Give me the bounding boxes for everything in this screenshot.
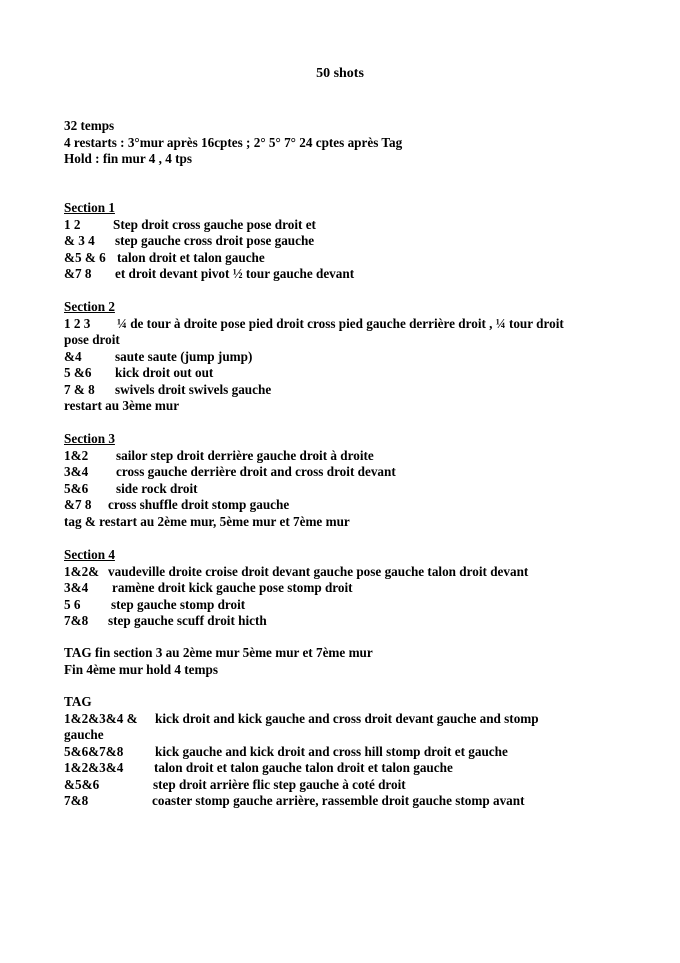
hold-note: Fin 4ème mur hold 4 temps xyxy=(64,661,218,677)
section-1-row xyxy=(64,266,624,283)
section-1-heading: Section 1 xyxy=(64,200,115,215)
section-2 xyxy=(64,299,624,415)
step-description: sailor step droit derrière gauche droit à droite xyxy=(116,447,374,463)
section-4 xyxy=(64,547,624,630)
section-1-row xyxy=(64,250,624,267)
section-1-row xyxy=(64,217,624,234)
step-description: cross gauche derrière droit and cross droit devant xyxy=(116,464,396,479)
tag-section xyxy=(64,694,624,810)
tag-row xyxy=(64,793,624,810)
tag-heading: TAG xyxy=(64,694,92,709)
step-count: 1&2&3&4 xyxy=(64,760,124,775)
intro-block xyxy=(64,118,624,168)
section-3 xyxy=(64,431,624,530)
step-count: 3&4 xyxy=(64,464,89,479)
step-count: 5&6&7&8 xyxy=(64,743,124,759)
step-count: &4 xyxy=(64,348,82,364)
step-description: step gauche cross droit pose gauche xyxy=(115,233,315,248)
step-count: & 3 4 xyxy=(64,233,95,248)
step-description: coaster stomp gauche arrière, rassemble droit gauche stomp avant xyxy=(152,793,525,808)
section-2-row xyxy=(64,349,624,366)
section-2-row xyxy=(64,382,624,399)
step-count: 1 2 xyxy=(64,216,81,232)
step-count: 1 2 3 xyxy=(64,315,91,331)
step-count: 5 &6 xyxy=(64,365,92,380)
section-4-row xyxy=(64,597,624,614)
step-description-continued: pose droit xyxy=(64,332,120,347)
document-title: 50 shots xyxy=(316,66,364,81)
section-2-row xyxy=(64,316,624,333)
section-3-note: tag & restart au 2ème mur, 5ème mur et 7ème mur xyxy=(64,513,350,529)
section-1 xyxy=(64,200,624,283)
section-1-row xyxy=(64,233,624,250)
step-description: step gauche scuff droit hicth xyxy=(108,613,267,628)
step-description: ramène droit kick gauche pose stomp droit xyxy=(112,580,353,595)
step-count: &7 8 xyxy=(64,497,92,512)
section-4-row xyxy=(64,580,624,597)
step-description: talon droit et talon gauche xyxy=(117,249,265,265)
section-4-row xyxy=(64,564,624,581)
step-description: saute saute (jump jump) xyxy=(115,348,253,364)
step-count: 1&2& xyxy=(64,563,100,579)
tag-note: TAG fin section 3 au 2ème mur 5ème mur et 7ème mur xyxy=(64,645,373,660)
section-3-heading: Section 3 xyxy=(64,431,115,446)
section-4-heading: Section 4 xyxy=(64,547,115,562)
section-3-row xyxy=(64,497,624,514)
intro-line-counts: 32 temps xyxy=(64,118,115,133)
step-description: side rock droit xyxy=(116,480,198,496)
step-description: et droit devant pivot ½ tour gauche devant xyxy=(115,266,355,281)
step-description: vaudeville droite croise droit devant gauche pose gauche talon droit devant xyxy=(108,563,529,579)
step-description: talon droit et talon gauche talon droit et talon gauche xyxy=(154,760,453,775)
tag-row xyxy=(64,744,624,761)
tag-row xyxy=(64,777,624,794)
step-description: kick gauche and kick droit and cross hill stomp droit et gauche xyxy=(155,743,508,759)
section-4-row xyxy=(64,613,624,630)
step-description-continued: gauche xyxy=(64,727,104,742)
tag-row xyxy=(64,711,624,728)
step-description: step gauche stomp droit xyxy=(111,596,246,612)
step-description: step droit arrière flic step gauche à coté droit xyxy=(153,776,406,792)
section-2-row xyxy=(64,365,624,382)
step-count: 5&6 xyxy=(64,480,89,496)
step-count: 1&2 xyxy=(64,447,89,463)
step-count: 7 & 8 xyxy=(64,381,95,397)
step-count: 1&2&3&4 & xyxy=(64,710,138,726)
notes-block xyxy=(64,645,624,678)
step-description: kick droit and kick gauche and cross droit devant gauche and stomp xyxy=(155,710,539,726)
step-count: &5&6 xyxy=(64,776,100,792)
step-count: 3&4 xyxy=(64,580,89,595)
intro-line-hold: Hold : fin mur 4 , 4 tps xyxy=(64,151,192,166)
intro-line-restarts: 4 restarts : 3°mur après 16cptes ; 2° 5° 7° 24 cptes après Tag xyxy=(64,134,403,150)
step-count: 7&8 xyxy=(64,613,89,628)
step-description: cross shuffle droit stomp gauche xyxy=(108,497,290,512)
section-3-row xyxy=(64,448,624,465)
step-count: &5 & 6 xyxy=(64,249,106,265)
section-2-note: restart au 3ème mur xyxy=(64,398,180,413)
step-description: Step droit cross gauche pose droit et xyxy=(113,216,316,232)
step-count: 5 6 xyxy=(64,596,81,612)
section-2-heading: Section 2 xyxy=(64,299,115,314)
step-description: swivels droit swivels gauche xyxy=(115,381,272,397)
step-description: kick droit out out xyxy=(115,365,214,380)
step-description: ¼ de tour à droite pose pied droit cross pied gauche derrière droit , ¼ tour droit xyxy=(117,315,564,331)
tag-row xyxy=(64,760,624,777)
section-3-row xyxy=(64,464,624,481)
step-count: &7 8 xyxy=(64,266,92,281)
step-count: 7&8 xyxy=(64,793,89,808)
section-3-row xyxy=(64,481,624,498)
